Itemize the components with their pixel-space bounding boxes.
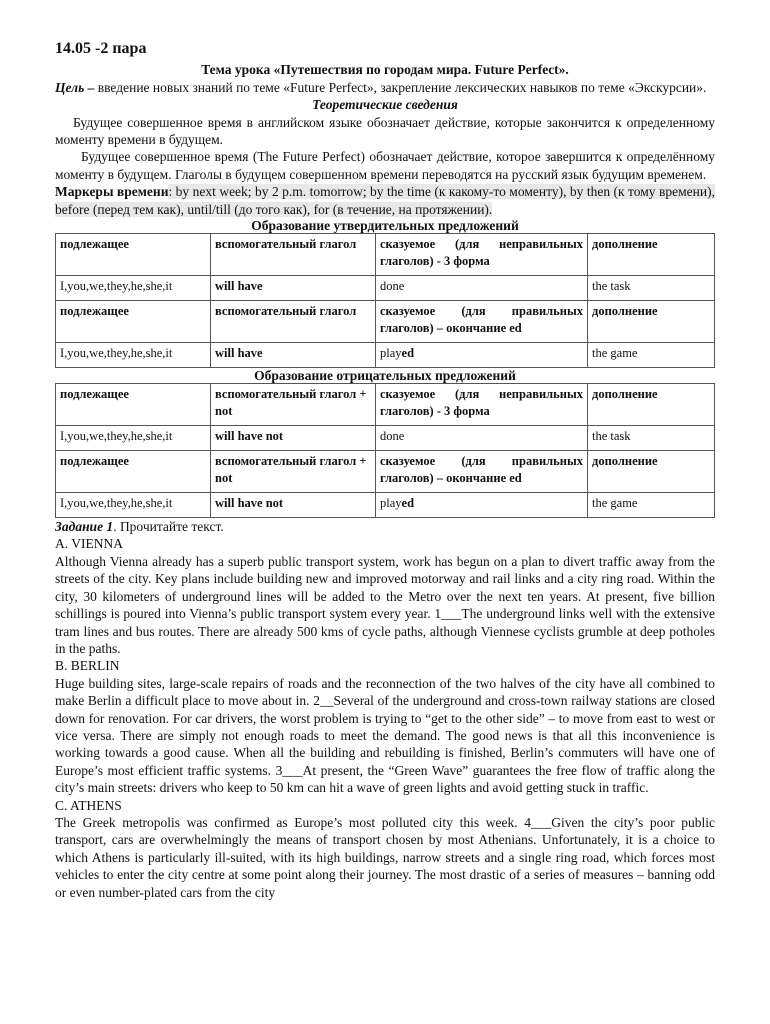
table-cell: done: [376, 426, 588, 451]
goal-text: введение новых знаний по теме «Future Perfect», закрепление лексических навыков по теме «Экскурсии».: [94, 79, 707, 95]
task-1-text: . Прочитайте текст.: [113, 519, 224, 535]
verb-ending: ed: [401, 346, 415, 361]
theory-paragraph-1: Будущее совершенное время в английском языке обозначает действие, которые закончится к определенному моменту времени в будущем.: [55, 114, 715, 148]
lesson-date: 14.05 -2 пара: [55, 40, 147, 57]
table-cell: [376, 343, 588, 368]
table-header-row: [56, 301, 715, 343]
table-cell: will have: [211, 343, 376, 368]
table-cell: вспомогательный глагол: [211, 301, 376, 343]
table-cell: сказуемое (для неправильных глаголов) - 3 форма: [376, 384, 588, 426]
table-header-row: [56, 234, 715, 276]
table-cell: вспомогательный глагол + not: [211, 384, 376, 426]
table-cell: вспомогательный глагол + not: [211, 451, 376, 493]
task-1: [55, 518, 715, 535]
table-cell: done: [376, 276, 588, 301]
table-cell: дополнение: [588, 301, 715, 343]
table-row: [56, 426, 715, 451]
vienna-text: Although Vienna already has a superb public transport system, work has begun on a plan to divert traffic away from the streets of the city. Key plans include building new and improved motorway and rail links and a city ring road. Within the city, 30 kilometers of underground lines will be added to the Metro over the next ten years. At present, five billion schillings is poured into Vienna’s public transport system every year. 1___The underground links well with the extensive tram lines and bus routes. There are already 500 kms of cycle paths, although Viennese cyclists grumble at deep potholes in the paths.: [55, 553, 715, 656]
table-header-row: [56, 384, 715, 426]
table-cell: дополнение: [588, 451, 715, 493]
verb-stem: play: [380, 346, 402, 361]
table-cell: вспомогательный глагол: [211, 234, 376, 276]
document-page: [55, 40, 715, 901]
time-markers: [55, 183, 715, 218]
theory-paragraph-2: Будущее совершенное время (The Future Perfect) обозначает действие, которое завершится к определённому моменту в будущем. Глаголы в будущем совершенном времени переводятся на русский язык будущим временем.: [55, 149, 715, 182]
table-cell: сказуемое (для правильных глаголов) – окончание ed: [376, 451, 588, 493]
table-cell: сказуемое (для правильных глаголов) – окончание ed: [376, 301, 588, 343]
table-cell: I,you,we,they,he,she,it: [56, 276, 211, 301]
table-header-row: [56, 451, 715, 493]
affirmative-table: [55, 233, 715, 368]
table-cell: подлежащее: [56, 234, 211, 276]
berlin-title: B. BERLIN: [55, 658, 120, 674]
table-cell: [376, 493, 588, 518]
negative-table: [55, 383, 715, 518]
table-cell: will have not: [211, 426, 376, 451]
markers-text: : by next week; by 2 p.m. tomorrow; by the time (к какому-то моменту), by then (к тому времени), before (перед тем как), until/till (до того как), for (в течение, на протяжении).: [55, 184, 715, 217]
affirmative-caption: Образование утвердительных предложений: [251, 218, 519, 234]
table-cell: I,you,we,they,he,she,it: [56, 493, 211, 518]
verb-stem: play: [380, 496, 402, 511]
table-cell: подлежащее: [56, 451, 211, 493]
table-row: [56, 493, 715, 518]
berlin-text: Huge building sites, large-scale repairs of roads and the reconnection of the two halves of the city have all combined to make Berlin a difficult place to move about in. 2__Several of the underground and cross-town railway stations are closed down for renovation. For car drivers, the worst problem is trying to “get to the other side” – to move from east to west or vice versa. There are simply not enough roads to meet the demand. The good news is that all this inconvenience is working towards a good cause. When all the building and rebuilding is finished, Berlin’s commuters will have one of Europe’s most efficient traffic systems. 3___At present, the “Green Wave” guarantees the free flow of traffic along the city’s main streets: drivers who keep to 50 km can hit a wave of green lights and avoid getting stuck in traffic.: [55, 675, 715, 796]
table-cell: I,you,we,they,he,she,it: [56, 426, 211, 451]
table-cell: will have not: [211, 493, 376, 518]
table-cell: дополнение: [588, 234, 715, 276]
table-cell: сказуемое (для неправильных глаголов) - 3 форма: [376, 234, 588, 276]
table-cell: подлежащее: [56, 301, 211, 343]
markers-label: Маркеры времени: [55, 184, 169, 200]
negative-caption: Образование отрицательных предложений: [254, 368, 516, 384]
goal-label: Цель –: [55, 79, 95, 95]
verb-ending: ed: [401, 496, 415, 511]
table-cell: дополнение: [588, 384, 715, 426]
athens-title: C. ATHENS: [55, 797, 122, 813]
table-cell: the game: [588, 493, 715, 518]
table-row: [56, 343, 715, 368]
vienna-title: A. VIENNA: [55, 536, 123, 552]
table-row: [56, 276, 715, 301]
table-cell: the task: [588, 426, 715, 451]
theory-heading: Теоретические сведения: [312, 97, 458, 113]
task-1-label: Задание 1: [55, 519, 114, 535]
table-cell: подлежащее: [56, 384, 211, 426]
table-cell: the game: [588, 343, 715, 368]
lesson-goal: [55, 79, 715, 96]
table-cell: the task: [588, 276, 715, 301]
lesson-topic: Тема урока «Путешествия по городам мира. Future Perfect».: [201, 62, 569, 78]
athens-text: The Greek metropolis was confirmed as Europe’s most polluted city this week. 4___Given the city’s poor public transport, cars are overwhelmingly the means of transport chosen by most Athenians. Unfortunately, it is a choice to which Athens is particularly ill-suited, with its high buildings, narrow streets and a single ring road, which forces most vehicles to enter the city centre at some point along their journey. The most drastic of a series of measures – banning odd or even number-plated cars from the city: [55, 814, 715, 900]
table-cell: will have: [211, 276, 376, 301]
table-cell: I,you,we,they,he,she,it: [56, 343, 211, 368]
